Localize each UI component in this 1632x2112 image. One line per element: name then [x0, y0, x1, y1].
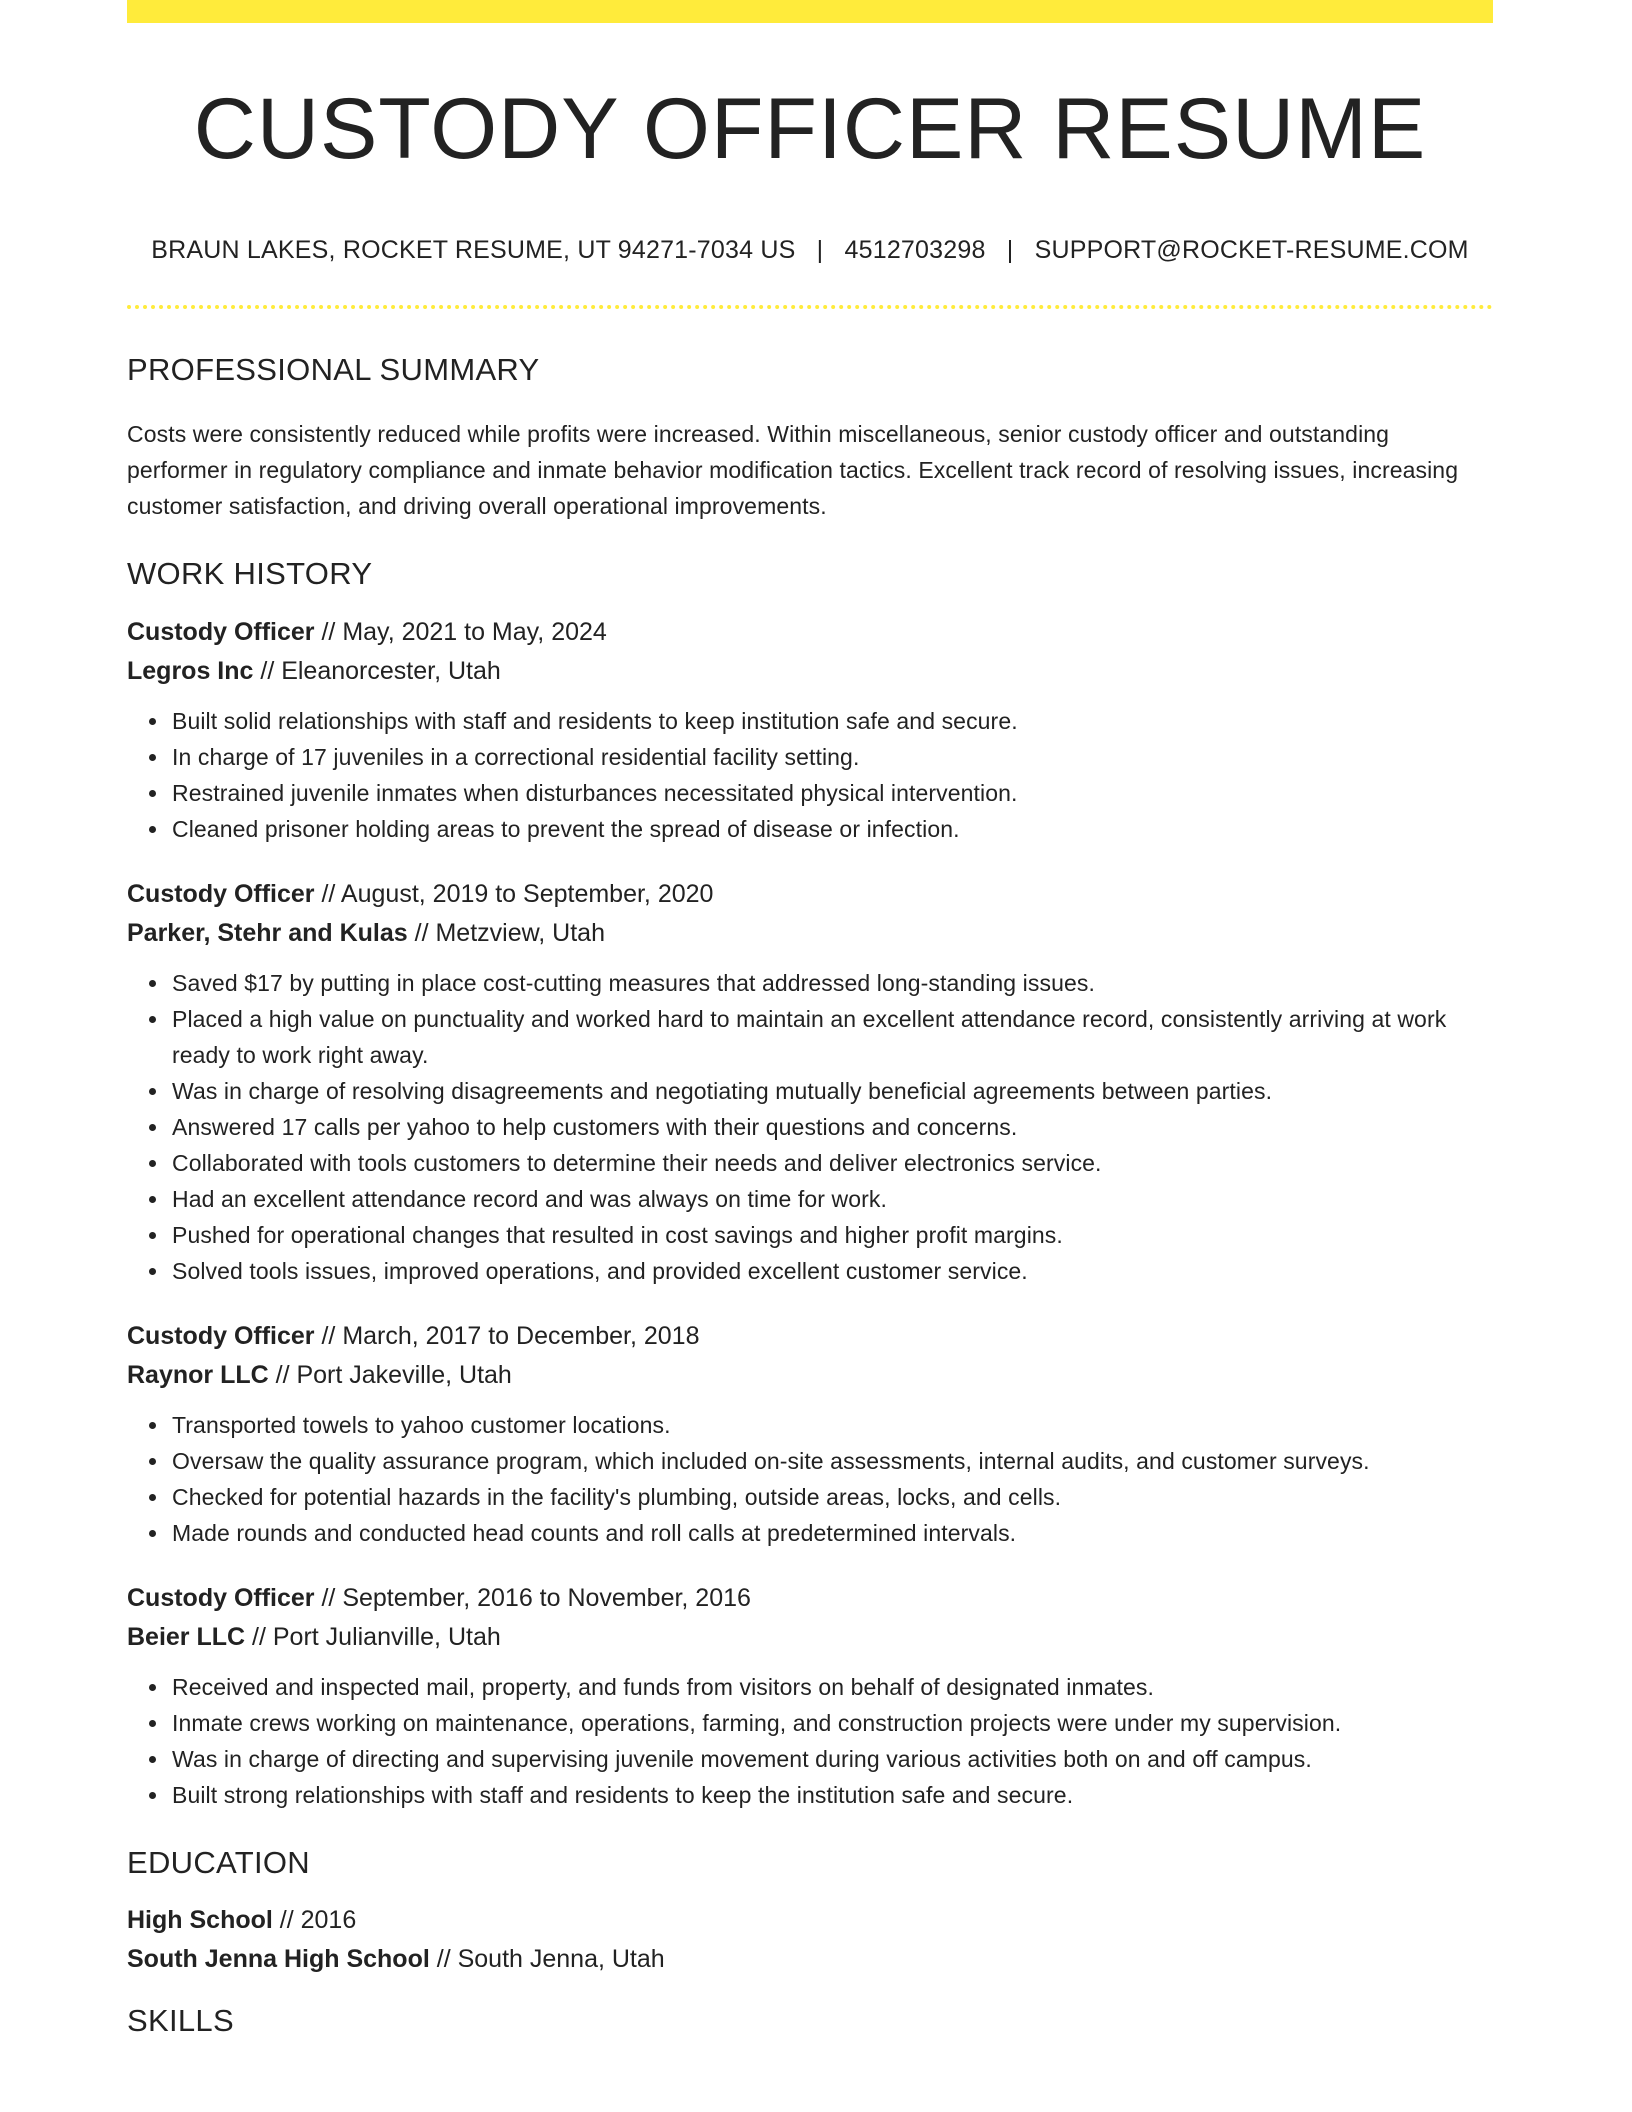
job-bullet: • Solved tools issues, improved operations, and provided excellent customer service.	[170, 1253, 1493, 1289]
job-location: // Port Julianville, Utah	[245, 1622, 501, 1651]
top-accent-bar	[127, 0, 1493, 23]
job-bullet: • Placed a high value on punctuality and worked hard to maintain an excellent attendance record, consistently arriving at work ready to work right away.	[170, 1001, 1493, 1073]
education-year: // 2016	[272, 1905, 357, 1934]
job-bullet: • Inmate crews working on maintenance, operations, farming, and construction projects were under my supervision.	[170, 1705, 1493, 1741]
summary-text: Costs were consistently reduced while profits were increased. Within miscellaneous, senior custody officer and outstanding performer in regulatory compliance and inmate behavior modification tactics. Excellent track record of resolving issues, increasing customer satisfaction, and driving overall operational improvements.	[127, 421, 1459, 520]
job-company-line	[127, 1618, 1493, 1657]
job-company-line	[127, 652, 1493, 691]
job-bullet: • Restrained juvenile inmates when disturbances necessitated physical intervention.	[170, 775, 1493, 811]
job-entry	[127, 1317, 1493, 1551]
job-title-line	[127, 1579, 1493, 1618]
job-title-line	[127, 875, 1493, 914]
job-location: // Port Jakeville, Utah	[268, 1360, 512, 1389]
job-role: Custody Officer	[127, 1321, 315, 1350]
education-location: // South Jenna, Utah	[429, 1944, 665, 1973]
job-title-line	[127, 613, 1493, 652]
resume-content	[127, 350, 1493, 2041]
job-bullet: • Oversaw the quality assurance program, which included on-site assessments, internal audits, and customer surveys.	[170, 1443, 1493, 1479]
skills-heading: SKILLS	[127, 2002, 234, 2038]
job-bullet: • Saved $17 by putting in place cost-cutting measures that addressed long-standing issues.	[170, 965, 1493, 1001]
job-bullet: • Made rounds and conducted head counts and roll calls at predetermined intervals.	[170, 1515, 1493, 1551]
job-dates: // August, 2019 to September, 2020	[314, 879, 714, 908]
education-school-line	[127, 1940, 1493, 1979]
job-bullet: • Had an excellent attendance record and was always on time for work.	[170, 1181, 1493, 1217]
contact-line	[127, 236, 1493, 265]
job-company-line	[127, 914, 1493, 953]
job-bullet: • Cleaned prisoner holding areas to prevent the spread of disease or infection.	[170, 811, 1493, 847]
job-role: Custody Officer	[127, 1583, 315, 1612]
job-bullet-list	[127, 1669, 1493, 1813]
job-dates: // May, 2021 to May, 2024	[314, 617, 607, 646]
summary-heading: PROFESSIONAL SUMMARY	[127, 352, 540, 387]
education-degree: High School	[127, 1905, 273, 1934]
job-bullet: • Transported towels to yahoo customer locations.	[170, 1407, 1493, 1443]
job-bullet: • Built solid relationships with staff and residents to keep institution safe and secure.	[170, 703, 1493, 739]
contact-address: BRAUN LAKES, ROCKET RESUME, UT 94271-7034 US	[151, 236, 796, 264]
job-bullet: • Collaborated with tools customers to determine their needs and deliver electronics service.	[170, 1145, 1493, 1181]
job-bullet-list	[127, 1407, 1493, 1551]
job-bullet-list	[127, 703, 1493, 847]
job-company: Raynor LLC	[127, 1360, 269, 1389]
job-entry	[127, 1579, 1493, 1813]
job-company: Beier LLC	[127, 1622, 246, 1651]
education-school: South Jenna High School	[127, 1944, 430, 1973]
resume-title: CUSTODY OFFICER RESUME	[193, 81, 1427, 177]
education-heading: EDUCATION	[127, 1844, 310, 1880]
job-dates: // March, 2017 to December, 2018	[314, 1321, 700, 1350]
job-bullet: • Was in charge of resolving disagreements and negotiating mutually beneficial agreements between parties.	[170, 1073, 1493, 1109]
job-entry	[127, 875, 1493, 1289]
job-bullet: • Checked for potential hazards in the facility's plumbing, outside areas, locks, and cells.	[170, 1479, 1493, 1515]
education-degree-line	[127, 1901, 1493, 1940]
job-bullet: • Pushed for operational changes that resulted in cost savings and higher profit margins.	[170, 1217, 1493, 1253]
job-list	[127, 613, 1493, 1813]
job-company-line	[127, 1356, 1493, 1395]
work-history-heading: WORK HISTORY	[127, 556, 373, 592]
job-bullet: • Was in charge of directing and supervising juvenile movement during various activities both on and off campus.	[170, 1741, 1493, 1777]
contact-separator: |	[1006, 236, 1014, 264]
job-company: Parker, Stehr and Kulas	[127, 918, 408, 947]
job-entry	[127, 613, 1493, 847]
job-bullet: • Answered 17 calls per yahoo to help customers with their questions and concerns.	[170, 1109, 1493, 1145]
contact-separator: |	[816, 236, 824, 264]
job-dates: // September, 2016 to November, 2016	[314, 1583, 751, 1612]
job-company: Legros Inc	[127, 656, 254, 685]
job-location: // Eleanorcester, Utah	[253, 656, 501, 685]
job-bullet-list	[127, 965, 1493, 1289]
job-location: // Metzview, Utah	[407, 918, 605, 947]
contact-email[interactable]: SUPPORT@ROCKET-RESUME.COM	[1034, 236, 1469, 264]
job-bullet: • In charge of 17 juveniles in a correctional residential facility setting.	[170, 739, 1493, 775]
job-title-line	[127, 1317, 1493, 1356]
job-role: Custody Officer	[127, 879, 315, 908]
dotted-divider	[127, 305, 1493, 309]
contact-phone[interactable]: 4512703298	[844, 236, 986, 264]
job-bullet: • Built strong relationships with staff and residents to keep the institution safe and secure.	[170, 1777, 1493, 1813]
education-entry	[127, 1901, 1493, 1979]
job-role: Custody Officer	[127, 617, 315, 646]
job-bullet: • Received and inspected mail, property, and funds from visitors on behalf of designated inmates.	[170, 1669, 1493, 1705]
